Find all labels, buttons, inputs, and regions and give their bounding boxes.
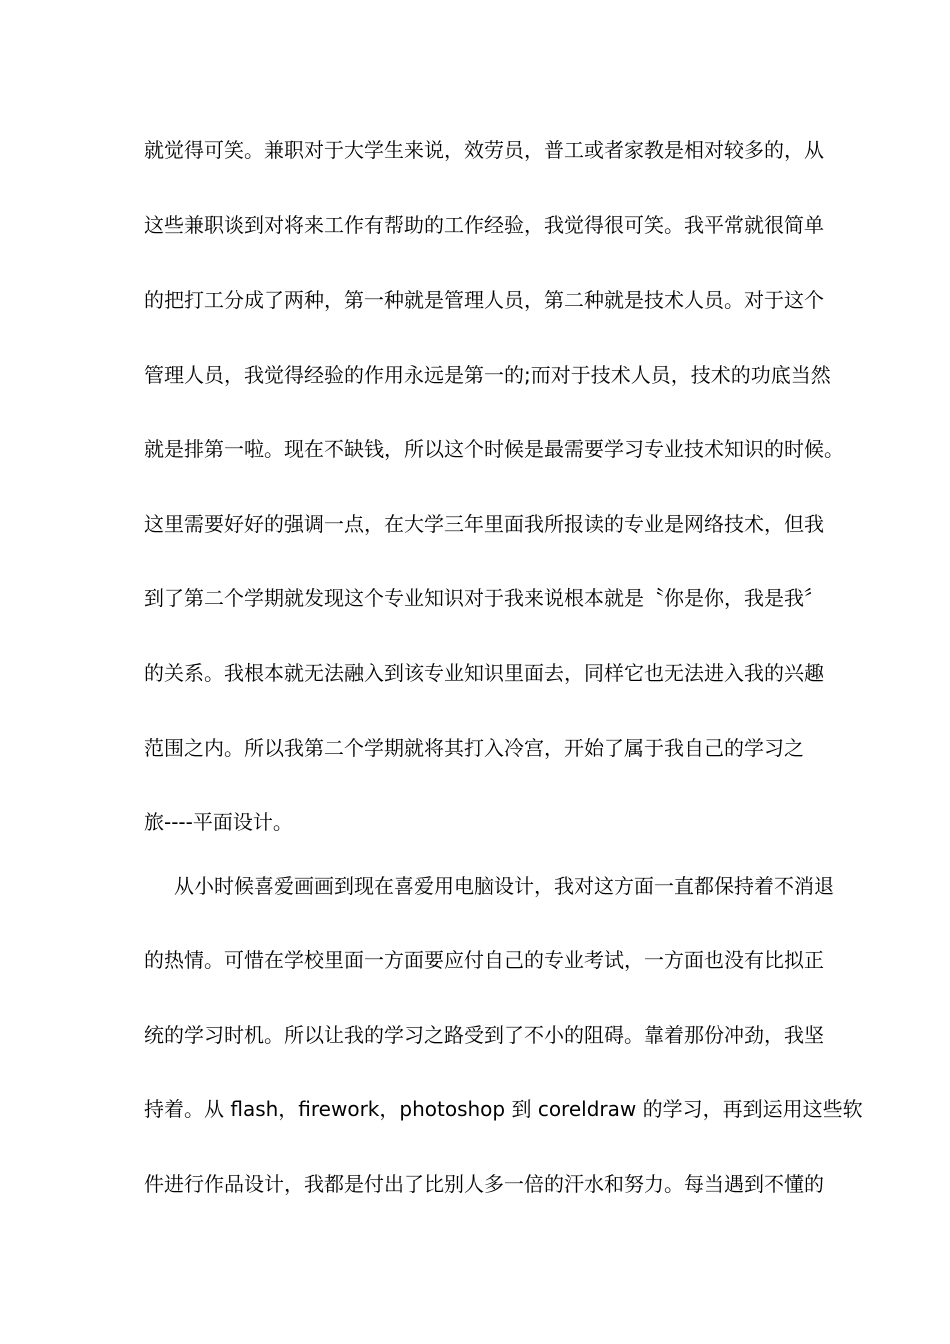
text-line: 持着。从 flash，firework，photoshop 到 coreldraw 的学习，再到运用这些软 <box>144 1097 863 1121</box>
text-line: 这里需要好好的强调一点，在大学三年里面我所报读的专业是网络技术，但我 <box>144 512 824 536</box>
text-line: 就觉得可笑。兼职对于大学生来说，效劳员，普工或者家教是相对较多的，从 <box>144 138 824 162</box>
text-line: 这些兼职谈到对将来工作有帮助的工作经验，我觉得很可笑。我平常就很简单 <box>144 213 824 237</box>
text-line: 的把打工分成了两种，第一种就是管理人员，第二种就是技术人员。对于这个 <box>144 288 824 312</box>
text-line: 的热情。可惜在学校里面一方面要应付自己的专业考试，一方面也没有比拟正 <box>144 948 824 972</box>
text-line: 旅----平面设计。 <box>144 810 293 834</box>
text-line: 管理人员，我觉得经验的作用永远是第一的;而对于技术人员，技术的功底当然 <box>144 363 831 387</box>
text-line: 统的学习时机。所以让我的学习之路受到了不小的阻碍。靠着那份冲劲，我坚 <box>144 1023 824 1047</box>
text-line: 范围之内。所以我第二个学期就将其打入冷宫，开始了属于我自己的学习之 <box>144 736 804 760</box>
text-line: 到了第二个学期就发现这个专业知识对于我来说根本就是〝你是你，我是我〞 <box>144 586 824 610</box>
paragraph-first-line: 从小时候喜爱画画到现在喜爱用电脑设计，我对这方面一直都保持着不消退 <box>174 874 834 898</box>
text-line: 的关系。我根本就无法融入到该专业知识里面去，同样它也无法进入我的兴趣 <box>144 661 824 685</box>
text-line: 件进行作品设计，我都是付出了比别人多一倍的汗水和努力。每当遇到不懂的 <box>144 1172 824 1196</box>
text-line: 就是排第一啦。现在不缺钱，所以这个时候是最需要学习专业技术知识的时候。 <box>144 437 844 461</box>
